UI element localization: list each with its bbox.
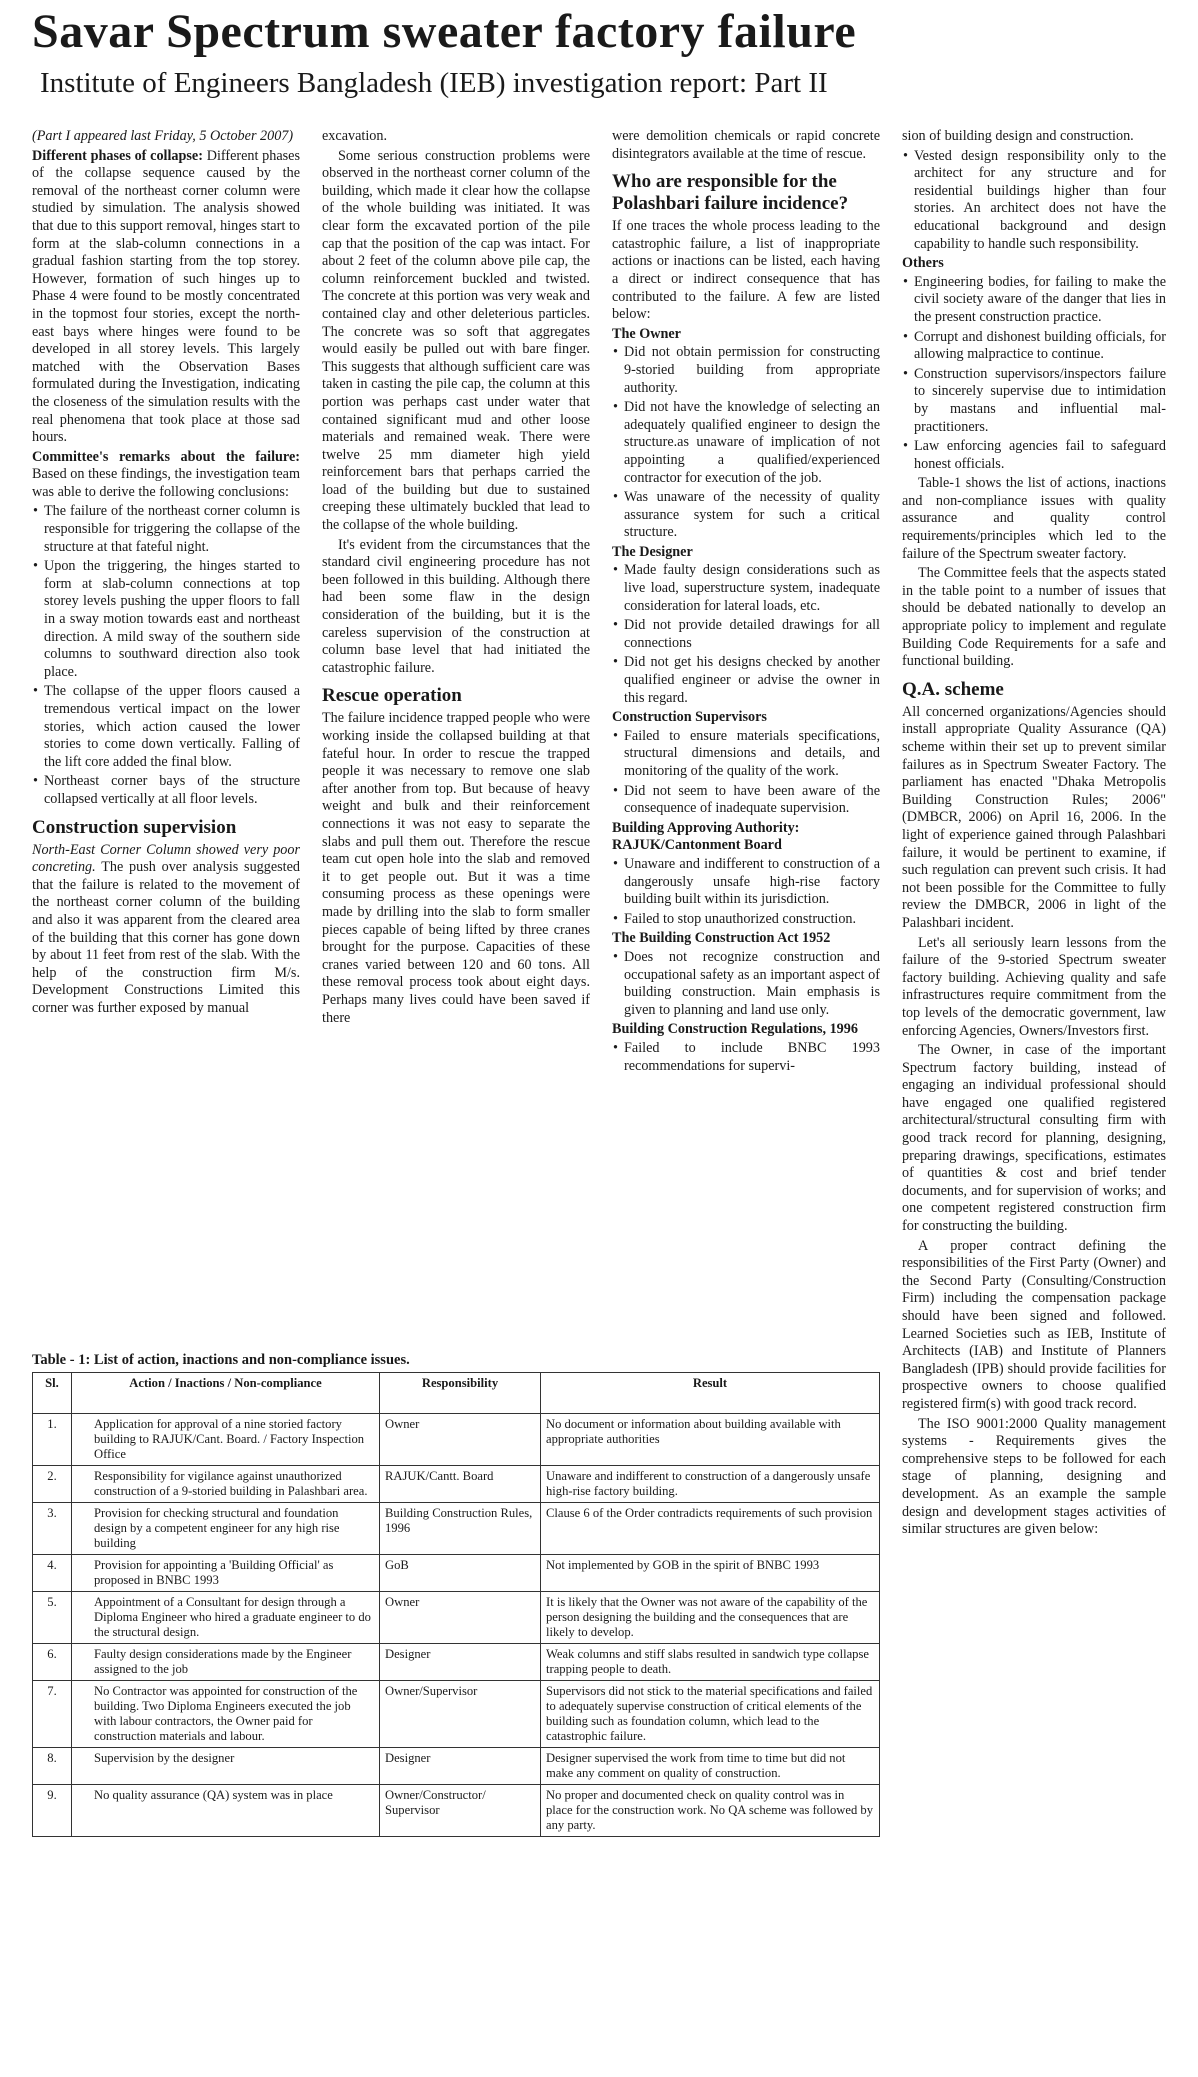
- list-item: • Law enforcing agencies fail to safeguard honest officials.: [914, 438, 1166, 473]
- section-heading: Construction supervision: [32, 816, 237, 838]
- table-header-row: [33, 1373, 880, 1414]
- paragraph: [32, 842, 300, 1018]
- action-cell: Faulty design considerations made by the Engineer assigned to the job: [72, 1644, 380, 1681]
- subheadline: Institute of Engineers Bangladesh (IEB) investigation report: Part II: [40, 67, 828, 99]
- header-cell: Sl.: [33, 1373, 72, 1414]
- table-row: [33, 1466, 880, 1503]
- responsibility-cell: Owner/Constructor/ Supervisor: [380, 1785, 541, 1837]
- action-cell: Provision for appointing a 'Building Official' as proposed in BNBC 1993: [72, 1555, 380, 1592]
- lead-in: Committee's remarks about the failure:: [32, 448, 300, 465]
- serial-cell: 2.: [33, 1466, 72, 1503]
- list-item: • Engineering bodies, for failing to make the civil society aware of the danger that lies in the present construction practice.: [914, 274, 1166, 327]
- paragraph: [32, 148, 300, 447]
- group-label: The Building Construction Act 1952: [612, 930, 831, 947]
- paragraph-text: Different phases of the collapse sequence caused by the removal of the northeast corner column were studied by simulation. The analysis showed that due to this support removal, hinges start to form at the slab-column connections in a gradual fashion starting from the top storey. However, formation of such hinges up to Phase 4 were found to be mostly concentrated in the topmost four stories, except the north-east bays where hinges were found to be developed in all storey levels. This largely matched with the Observation Bases formulated during the Investigation, indicating the closeness of the simulation results with the real phenomena that took place at those sad hours.: [32, 147, 301, 446]
- table-row: [33, 1681, 880, 1748]
- paragraph: It's evident from the circumstances that the standard civil engineering procedure has not been followed in this building. Although there had been some flaw in the design consideration of the building, but it is the careless supervision of the construction at column base level that had initiated the catastrophic failure.: [322, 536, 590, 676]
- bullet-list: [612, 344, 880, 542]
- list-item: • The failure of the northeast corner column is responsible for triggering the collapse of the structure at that fateful night.: [44, 503, 300, 556]
- action-cell: Appointment of a Consultant for design through a Diploma Engineer who hired a graduate engineer to do the structural design.: [72, 1592, 380, 1644]
- list-item: • Unaware and indifferent to construction of a dangerously unsafe high-rise factory building built within its jurisdiction.: [624, 856, 880, 909]
- list-item: • Did not get his designs checked by another qualified engineer or advise the owner in this regard.: [624, 654, 880, 707]
- list-item: • Did not seem to have been aware of the consequence of inadequate supervision.: [624, 783, 880, 818]
- group-label: Building Approving Authority: RAJUK/Cantonment Board: [612, 819, 800, 854]
- bullet-list: [32, 503, 300, 808]
- serial-cell: 3.: [33, 1503, 72, 1555]
- responsibility-cell: Designer: [380, 1644, 541, 1681]
- section-heading: Who are responsible for the Polashbari failure incidence?: [612, 171, 849, 215]
- list-item: • Failed to ensure materials specifications, structural dimensions and details, and monitoring of the quality of the work.: [624, 728, 880, 781]
- paragraph: A proper contract defining the responsibilities of the First Party (Owner) and the Second Party (Consulting/Construction Firm) including the compensation package should have been signed and followed. Learned Societies such as IEB, Institute of Architects (IAB) and Institute of Planners Bangladesh (IPB) should provide facilities for prospective owners to choose qualified registered firm(s) with good track record.: [902, 1237, 1166, 1412]
- header-cell: Responsibility: [380, 1373, 541, 1414]
- list-item: • Does not recognize construction and occupational safety as an important aspect of building construction. Main emphasis is given to planning and land use only.: [624, 949, 880, 1019]
- issues-table: [32, 1372, 880, 1837]
- column-3: [612, 128, 880, 1077]
- paragraph: If one traces the whole process leading to the catastrophic failure, a list of inappropriate actions or inactions can be listed, each having a direct or indirect consequence that has contributed to the failure. A few are listed below:: [612, 218, 880, 323]
- list-item: • Made faulty design considerations such as live load, superstructure system, inadequate consideration for lateral loads, etc.: [624, 562, 880, 615]
- serial-cell: 7.: [33, 1681, 72, 1748]
- responsibility-cell: Owner: [380, 1592, 541, 1644]
- result-cell: No document or information about building available with appropriate authorities: [541, 1414, 880, 1466]
- action-cell: No quality assurance (QA) system was in place: [72, 1785, 380, 1837]
- bullet-list: [902, 148, 1166, 254]
- lead-in: Different phases of collapse:: [32, 147, 203, 164]
- table-row: [33, 1592, 880, 1644]
- serial-cell: 6.: [33, 1644, 72, 1681]
- section-heading: Q.A. scheme: [902, 678, 1004, 700]
- lead-in: North-East Corner Column showed very poor concreting.: [32, 841, 300, 876]
- action-cell: No Contractor was appointed for construction of the building. Two Diploma Engineers executed the job with labour contractors, the Owner paid for construction materials and labour.: [72, 1681, 380, 1748]
- paragraph: The failure incidence trapped people who were working inside the collapsed building at that fateful hour. In order to rescue the trapped people it was necessary to remove one slab after another from top. But because of heavy weight and bulk and their reinforcement connections it was not easy to separate the slabs and pull them out. Therefore the rescue team cut open hole into the slab and removed it to get people out. But it was a time consuming process as these openings were made by drilling into the slab to form smaller pieces capable of being lifted by three cranes brought for the purpose. Capacities of these cranes varied between 120 and 60 tons. All these removal process took about eight days. Perhaps many lives could have been saved if there: [322, 710, 590, 1026]
- responsibility-cell: GoB: [380, 1555, 541, 1592]
- responsibility-cell: Owner/Supervisor: [380, 1681, 541, 1748]
- paragraph: excavation.: [322, 128, 387, 144]
- result-cell: It is likely that the Owner was not aware of the capability of the person designing the building and the consequences that are likely to develop.: [541, 1592, 880, 1644]
- part-note: (Part I appeared last Friday, 5 October 2007): [32, 128, 294, 144]
- list-item: • Corrupt and dishonest building officials, for allowing malpractice to continue.: [914, 329, 1166, 364]
- table-row: [33, 1503, 880, 1555]
- serial-cell: 8.: [33, 1748, 72, 1785]
- header-cell: Result: [541, 1373, 880, 1414]
- paragraph: were demolition chemicals or rapid concrete disintegrators available at the time of rescue.: [612, 128, 880, 162]
- list-item: • Did not have the knowledge of selecting an adequately qualified engineer to design the structure.as unaware of implication of not appointing a qualified/experienced contractor for execution of the job.: [624, 399, 880, 487]
- result-cell: Clause 6 of the Order contradicts requirements of such provision: [541, 1503, 880, 1555]
- group-label: Others: [902, 255, 944, 272]
- serial-cell: 4.: [33, 1555, 72, 1592]
- action-cell: Provision for checking structural and foundation design by a competent engineer for any high rise building: [72, 1503, 380, 1555]
- result-cell: Weak columns and stiff slabs resulted in sandwich type collapse trapping people to death.: [541, 1644, 880, 1681]
- bullet-list: [612, 856, 880, 928]
- bullet-list: [612, 562, 880, 707]
- result-cell: Unaware and indifferent to construction of a dangerously unsafe high-rise factory building.: [541, 1466, 880, 1503]
- column-2: [322, 128, 590, 1029]
- column-1: [32, 128, 300, 1020]
- list-item: • Northeast corner bays of the structure collapsed vertically at all floor levels.: [44, 773, 300, 808]
- result-cell: No proper and documented check on quality control was in place for the construction work. No QA scheme was followed by any party.: [541, 1785, 880, 1837]
- action-cell: Supervision by the designer: [72, 1748, 380, 1785]
- table-row: [33, 1644, 880, 1681]
- paragraph: The ISO 9001:2000 Quality management systems - Requirements gives the comprehensive steps to be followed for each stage of planning, designing and development. As an example the sample design and development stages activities of similar structures are given below:: [902, 1415, 1166, 1538]
- serial-cell: 1.: [33, 1414, 72, 1466]
- result-cell: Supervisors did not stick to the material specifications and failed to adequately supervise construction of critical elements of the building such as foundation column, which lead to the catastrophic failure.: [541, 1681, 880, 1748]
- responsibility-cell: Designer: [380, 1748, 541, 1785]
- paragraph: sion of building design and construction.: [902, 128, 1134, 144]
- paragraph: The Owner, in case of the important Spectrum factory building, instead of engaging an individual professional should have engaged one qualified registered architectural/structural consulting firm with good track record for planning, designing, preparing drawings, specifications, estimates of quantities & cost and brief tender documents, and for supervision of works; and one competent registered construction firm for constructing the building.: [902, 1042, 1166, 1235]
- bullet-list: [902, 274, 1166, 474]
- paragraph: Table-1 shows the list of actions, inactions and non-compliance issues with quality assurance and quality control requirements/principles which led to the failure of the Spectrum sweater factory.: [902, 475, 1166, 562]
- table-row: [33, 1414, 880, 1466]
- paragraph: The Committee feels that the aspects stated in the table point to a number of issues that should be debated nationally to develop an appropriate policy to implement and regulate Building Code Requirements for a safe and functional building.: [902, 565, 1166, 670]
- result-cell: Designer supervised the work from time to time but did not make any comment on quality of construction.: [541, 1748, 880, 1785]
- table-row: [33, 1785, 880, 1837]
- list-item: • Construction supervisors/inspectors failure to sincerely supervise due to intimidation by mastans and influential mal-practitioners.: [914, 366, 1166, 436]
- table-caption: Table - 1: List of action, inactions and non-compliance issues.: [32, 1352, 410, 1368]
- paragraph-text: Based on these findings, the investigation team was able to derive the following conclusions:: [32, 466, 300, 500]
- responsibility-cell: Owner: [380, 1414, 541, 1466]
- section-heading: Rescue operation: [322, 685, 462, 707]
- headline: Savar Spectrum sweater factory failure: [32, 5, 857, 58]
- list-item: • The collapse of the upper floors caused a tremendous vertical impact on the lower stories, which action caused the lower stories to come down vertically. Falling of the lift core added the final blow.: [44, 683, 300, 771]
- paragraph: Let's all seriously learn lessons from the failure of the 9-storied Spectrum sweater factory building. Achieving quality and safe infrastructures require commitment from the top levels of the democratic government, law enforcing Agencies, Owners/Investors first.: [902, 934, 1166, 1039]
- group-label: The Owner: [612, 325, 681, 342]
- result-cell: Not implemented by GOB in the spirit of BNBC 1993: [541, 1555, 880, 1592]
- bullet-list: [612, 1040, 880, 1075]
- list-item: • Upon the triggering, the hinges started to form at slab-column connections at top storey levels pushing the upper floors to fall in a sway motion towards east and northeast direction. A mild sway of the southern side columns to southward direction also took place.: [44, 558, 300, 681]
- action-cell: Application for approval of a nine storied factory building to RAJUK/Cant. Board. / Factory Inspection Office: [72, 1414, 380, 1466]
- list-item: • Did not obtain permission for constructing 9-storied building from appropriate authority.: [624, 344, 880, 397]
- table-row: [33, 1555, 880, 1592]
- bullet-list: [612, 949, 880, 1019]
- serial-cell: 5.: [33, 1592, 72, 1644]
- group-label: Building Construction Regulations, 1996: [612, 1021, 858, 1038]
- group-label: Construction Supervisors: [612, 709, 767, 726]
- column-4: [902, 128, 1166, 1541]
- bullet-list: [612, 728, 880, 818]
- serial-cell: 9.: [33, 1785, 72, 1837]
- list-item: • Vested design responsibility only to the architect for any structure and for residential buildings higher than four stories. An architect does not have the educational background and design capability to handle such responsibility.: [914, 148, 1166, 254]
- paragraph-text: The push over analysis suggested that the failure is related to the movement of the northeast corner column of the building and also it was apparent from the cleared area of the building that this corner has gone down by about 11 feet from rest of the slab. With the help of the construction firm M/s. Development Constructions Limited this corner was further exposed by manual: [32, 859, 300, 1016]
- group-label: The Designer: [612, 543, 693, 560]
- list-item: • Was unaware of the necessity of quality assurance system for such a critical structure.: [624, 489, 880, 542]
- list-item: • Did not provide detailed drawings for all connections: [624, 617, 880, 652]
- table-row: [33, 1748, 880, 1785]
- list-item: • Failed to include BNBC 1993 recommendations for supervi-: [624, 1040, 880, 1075]
- paragraph: Some serious construction problems were observed in the northeast corner column of the building, which made it clear how the collapse of the whole building was initiated. It was clear form the excavated portion of the pile cap that the position of the cap was intact. For about 2 feet of the column above pile cap, the column reinforcement buckled and twisted. The concrete at this portion was very weak and contained clay and other deleterious particles. The concrete was so soft that aggregates would easily be pulled out with bare finger. This suggests that although sufficient care was taken in casting the pile cap, the column at this portion was perhaps cast under water that contained significant mud and other loose materials and remained weak. There were twelve 25 mm diameter high yield reinforcement bars that perhaps carried the load of the building but due to sustained creeping these ultimately buckled that lead to the collapse of the whole building.: [322, 147, 590, 534]
- responsibility-cell: RAJUK/Cantt. Board: [380, 1466, 541, 1503]
- paragraph: All concerned organizations/Agencies should install appropriate Quality Assurance (QA) scheme within their set up to prevent similar failures as in Spectrum Sweater Factory. The parliament has enacted "Dhaka Metropolis Building Construction Rules; 2006" (DMBCR, 2006) on April 16, 2006. In the light of experience gained through Palashbari failure, it would be pertinent to examine, if such regulation can prevent such crisis. It had not been possible for the Committee to fully review the DMBCR, 2006 in light of the Palashbari incident.: [902, 703, 1166, 931]
- paragraph: [32, 449, 300, 502]
- action-cell: Responsibility for vigilance against unauthorized construction of a 9-storied building in Palashbari area.: [72, 1466, 380, 1503]
- header-cell: Action / Inactions / Non-compliance: [72, 1373, 380, 1414]
- responsibility-cell: Building Construction Rules, 1996: [380, 1503, 541, 1555]
- list-item: • Failed to stop unauthorized construction.: [624, 911, 880, 929]
